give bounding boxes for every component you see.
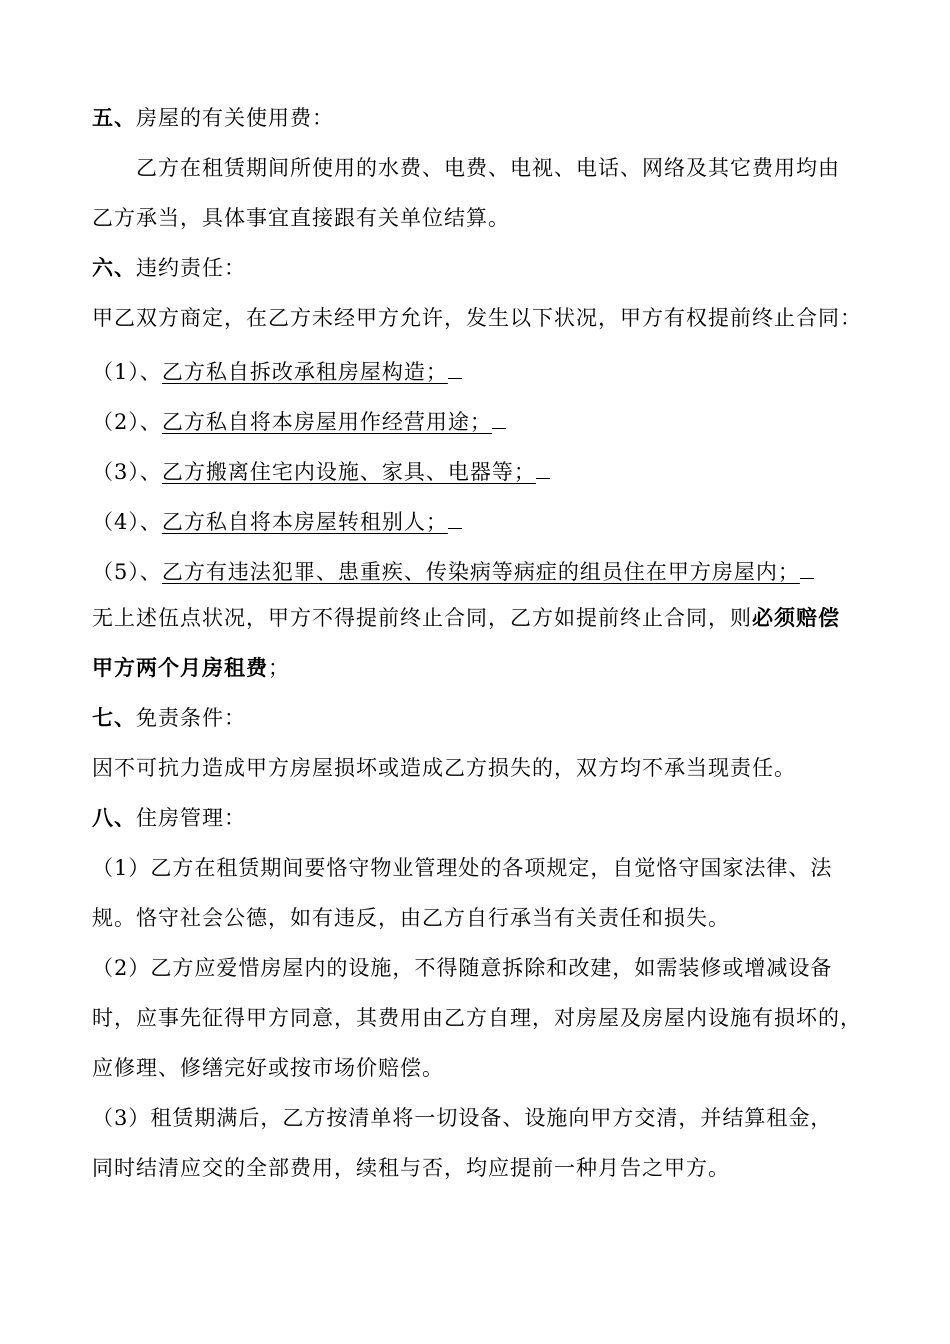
- underline-tail: [800, 554, 814, 579]
- list-item-number: （3）、: [92, 460, 162, 484]
- closing-text: ；: [268, 656, 290, 680]
- section6-number: 六、: [92, 255, 136, 280]
- underline-tail: [536, 454, 550, 479]
- list-item-text: 乙方私自将本房屋转租别人；: [161, 510, 448, 534]
- section5-title: 房屋的有关使用费：: [136, 106, 334, 130]
- section6-intro: 甲乙双方商定，在乙方未经甲方允许，发生以下状况，甲方有权提前终止合同：: [92, 306, 862, 330]
- closing-text: 无上述伍点状况，甲方不得提前终止合同，乙方如提前终止合同，则: [92, 606, 752, 630]
- section8-p2-line3: 应修理、修缮完好或按市场价赔偿。: [92, 1056, 444, 1080]
- list-item-text: 乙方私自拆改承租房屋构造；: [161, 360, 448, 384]
- section5-para-line2: 乙方承当，具体事宜直接跟有关单位结算。: [92, 206, 510, 230]
- list-item: [92, 354, 462, 386]
- section5-heading: [92, 104, 334, 132]
- section6-closing-line1: [92, 604, 840, 632]
- section5-number: 五、: [92, 105, 136, 130]
- list-item: [92, 504, 462, 536]
- section7-para: 因不可抗力造成甲方房屋损坏或造成乙方损失的，双方均不承当现责任。: [92, 756, 796, 780]
- closing-bold-text: 必须赔偿: [752, 605, 840, 630]
- section6-closing-line2: [92, 654, 290, 682]
- section7-title: 免责条件：: [136, 706, 246, 730]
- list-item-number: （4）、: [92, 510, 162, 534]
- list-item: [92, 454, 550, 486]
- section8-p2-line2: 时，应事先征得甲方同意，其费用由乙方自理，对房屋及房屋内设施有损坏的，: [92, 1006, 862, 1030]
- section8-heading: [92, 804, 246, 832]
- list-item-number: （1）、: [92, 360, 162, 384]
- list-item: [92, 404, 506, 436]
- section8-number: 八、: [92, 805, 136, 830]
- underline-tail: [448, 354, 462, 379]
- list-item-text: 乙方有违法犯罪、患重疾、传染病等病症的组员住在甲方房屋内；: [161, 560, 800, 584]
- section6-heading: [92, 254, 246, 282]
- section8-p1-line1: （1）乙方在租赁期间要恪守物业管理处的各项规定，自觉恪守国家法律、法: [92, 856, 833, 880]
- closing-bold-text: 甲方两个月房租费: [92, 655, 268, 680]
- section7-heading: [92, 704, 246, 732]
- list-item-text: 乙方搬离住宅内设施、家具、电器等；: [161, 460, 536, 484]
- section8-title: 住房管理：: [136, 806, 246, 830]
- section8-p2-line1: （2）乙方应爱惜房屋内的设施，不得随意拆除和改建，如需装修或增减设备: [92, 956, 833, 980]
- section7-number: 七、: [92, 705, 136, 730]
- section8-p3-line1: （3）租赁期满后，乙方按清单将一切设备、设施向甲方交清，并结算租金，: [92, 1106, 833, 1130]
- underline-tail: [492, 404, 506, 429]
- section8-p3-line2: 同时结清应交的全部费用，续租与否，均应提前一种月告之甲方。: [92, 1156, 730, 1180]
- section8-p1-line2: 规。恪守社会公德，如有违反，由乙方自行承当有关责任和损失。: [92, 906, 730, 930]
- list-item-number: （5）、: [92, 560, 162, 584]
- underline-tail: [448, 504, 462, 529]
- list-item: [92, 554, 814, 586]
- list-item-text: 乙方私自将本房屋用作经营用途；: [161, 410, 492, 434]
- section5-para-line1: 乙方在租赁期间所使用的水费、电费、电视、电话、网络及其它费用均由: [136, 156, 840, 180]
- section6-title: 违约责任：: [136, 256, 246, 280]
- list-item-number: （2）、: [92, 410, 162, 434]
